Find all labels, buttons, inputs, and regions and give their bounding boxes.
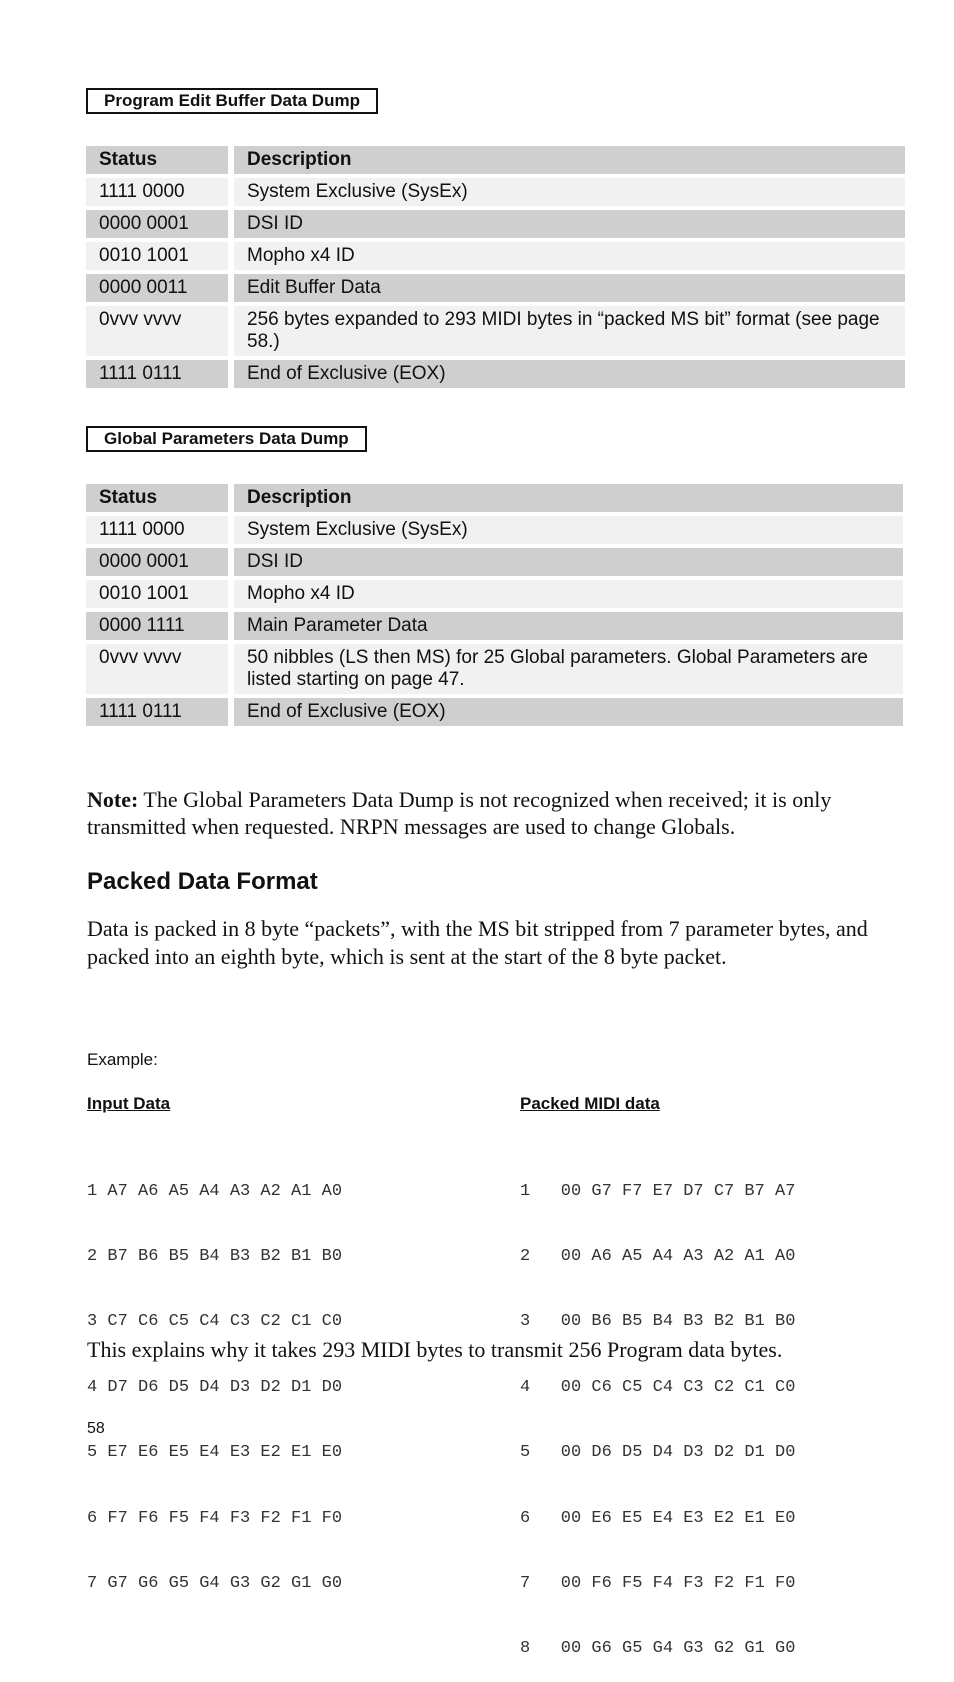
- table-row: [86, 242, 905, 270]
- packed-midi-heading: Packed MIDI data: [520, 1094, 660, 1113]
- status-cell: 0010 1001: [86, 242, 234, 270]
- example-label: Example:: [87, 1050, 158, 1069]
- table-row: [86, 360, 905, 388]
- table-row: [86, 698, 903, 726]
- table-row: [86, 612, 903, 640]
- table-row: [86, 516, 903, 544]
- status-cell: 1111 0111: [86, 698, 234, 726]
- table-row: [86, 210, 905, 238]
- status-cell: 1111 0111: [86, 360, 234, 388]
- status-cell: 0000 0001: [86, 548, 234, 576]
- table-row: [86, 548, 903, 576]
- description-cell: End of Exclusive (EOX): [234, 360, 905, 388]
- packed-midi-listing: [520, 1137, 795, 1682]
- status-cell: 1111 0000: [86, 178, 234, 206]
- note-label: Note:: [87, 787, 139, 812]
- code-line: 1 00 G7 F7 E7 D7 C7 B7 A7: [520, 1181, 796, 1201]
- description-cell: DSI ID: [234, 210, 905, 238]
- header-status: Status: [86, 146, 234, 174]
- code-line: 2 00 A6 A5 A4 A3 A2 A1 A0: [520, 1246, 796, 1266]
- global-parameters-table: [86, 480, 903, 730]
- note-paragraph: [87, 786, 887, 840]
- status-cell: 1111 0000: [86, 516, 234, 544]
- table-row: [86, 178, 905, 206]
- code-line: 5 E7 E6 E5 E4 E3 E2 E1 E0: [87, 1443, 343, 1463]
- status-cell: 0000 0001: [86, 210, 234, 238]
- description-cell: Edit Buffer Data: [234, 274, 905, 302]
- section-title-global-parameters: Global Parameters Data Dump: [86, 426, 367, 452]
- table-row: [86, 306, 905, 356]
- code-line: 8 00 G6 G5 G4 G3 G2 G1 G0: [520, 1639, 796, 1659]
- header-status: Status: [86, 484, 234, 512]
- description-cell: 50 nibbles (LS then MS) for 25 Global parameters. Global Parameters are listed starting on page 47.: [234, 644, 903, 694]
- code-line: 1 A7 A6 A5 A4 A3 A2 A1 A0: [87, 1181, 343, 1201]
- note-text: The Global Parameters Data Dump is not recognized when received; it is only transmitted when requested. NRPN messages are used to change Globals.: [87, 787, 832, 839]
- description-cell: 256 bytes expanded to 293 MIDI bytes in “packed MS bit” format (see page 58.): [234, 306, 905, 356]
- description-cell: End of Exclusive (EOX): [234, 698, 903, 726]
- description-cell: Mopho x4 ID: [234, 242, 905, 270]
- code-line: 2 B7 B6 B5 B4 B3 B2 B1 B0: [87, 1246, 343, 1266]
- code-line: 6 00 E6 E5 E4 E3 E2 E1 E0: [520, 1508, 796, 1528]
- code-line: 7 00 F6 F5 F4 F3 F2 F1 F0: [520, 1573, 796, 1593]
- input-data-heading: Input Data: [87, 1094, 171, 1113]
- packed-data-heading: Packed Data Format: [87, 868, 318, 895]
- header-description: Description: [234, 484, 903, 512]
- table-row: [86, 644, 903, 694]
- status-cell: 0000 1111: [86, 612, 234, 640]
- code-line: 5 00 D6 D5 D4 D3 D2 D1 D0: [520, 1443, 796, 1463]
- code-line: 4 00 C6 C5 C4 C3 C2 C1 C0: [520, 1377, 796, 1397]
- code-line: 3 00 B6 B5 B4 B3 B2 B1 B0: [520, 1312, 796, 1332]
- code-line: 3 C7 C6 C5 C4 C3 C2 C1 C0: [87, 1312, 343, 1332]
- description-cell: Mopho x4 ID: [234, 580, 903, 608]
- table-row: [86, 274, 905, 302]
- code-line: 4 D7 D6 D5 D4 D3 D2 D1 D0: [87, 1377, 343, 1397]
- code-line: 6 F7 F6 F5 F4 F3 F2 F1 F0: [87, 1508, 343, 1528]
- header-description: Description: [234, 146, 905, 174]
- description-cell: DSI ID: [234, 548, 903, 576]
- status-cell: 0vvv vvvv: [86, 306, 234, 356]
- packed-data-paragraph: Data is packed in 8 byte “packets”, with the MS bit stripped from 7 parameter bytes, and packed into an eighth byte, which is sent at the start of the 8 byte packet.: [87, 916, 868, 969]
- table-header-row: [86, 146, 905, 174]
- summary-sentence: This explains why it takes 293 MIDI bytes to transmit 256 Program data bytes.: [87, 1337, 783, 1362]
- input-data-listing: [87, 1137, 342, 1617]
- status-cell: 0000 0011: [86, 274, 234, 302]
- status-cell: 0010 1001: [86, 580, 234, 608]
- status-cell: 0vvv vvvv: [86, 644, 234, 694]
- description-cell: System Exclusive (SysEx): [234, 178, 905, 206]
- code-line: 7 G7 G6 G5 G4 G3 G2 G1 G0: [87, 1573, 343, 1593]
- section-title-program-edit-buffer: Program Edit Buffer Data Dump: [86, 88, 378, 114]
- description-cell: System Exclusive (SysEx): [234, 516, 903, 544]
- table-row: [86, 580, 903, 608]
- page-number: 58: [87, 1420, 105, 1437]
- program-edit-buffer-table: [86, 142, 905, 392]
- description-cell: Main Parameter Data: [234, 612, 903, 640]
- table-header-row: [86, 484, 903, 512]
